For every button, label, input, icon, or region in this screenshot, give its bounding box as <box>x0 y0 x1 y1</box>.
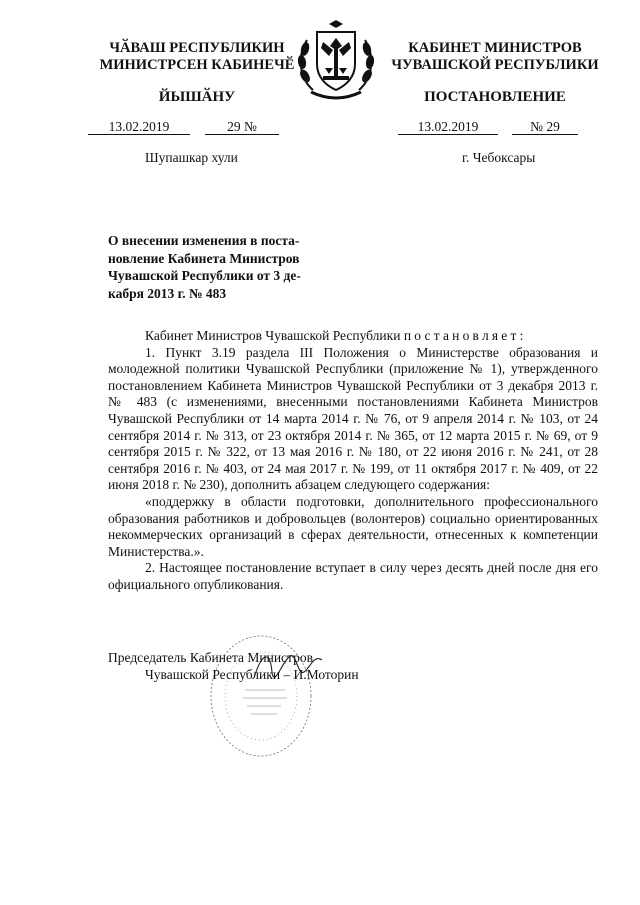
left-header <box>92 40 302 74</box>
left-city: Шупашкар хули <box>145 150 238 165</box>
right-header-line1: КАБИНЕТ МИНИСТРОВ <box>408 40 582 56</box>
signature-line1: Председатель Кабинета Министров <box>108 650 313 665</box>
chuvash-emblem-icon <box>293 18 379 104</box>
left-doc-type: ЙЫШӐНУ <box>158 89 236 105</box>
intro-prefix: Кабинет Министров Чувашской Республики <box>145 328 401 343</box>
left-header-line1: ЧӐВАШ РЕСПУБЛИКИН <box>109 40 285 56</box>
body-quote: «поддержку в области подготовки, дополнительного профессионального образования работников и добровольцев (волонтеров) социально ориентированных некоммерческих организаций в сферах деятельности, отнесенных к компетенции Министерства.». <box>108 493 598 559</box>
document-body <box>108 328 598 594</box>
document-subject <box>108 232 322 302</box>
left-number: 29 № <box>205 120 279 135</box>
intro-verb: постановляет: <box>403 328 527 343</box>
right-city: г. Чебоксары <box>462 150 536 165</box>
right-date: 13.02.2019 <box>398 120 498 135</box>
subject-line: новление Кабинета Министров <box>108 250 300 266</box>
left-header-line2: МИНИСТРСЕН КАБИНЕЧӖ <box>99 57 295 73</box>
body-intro <box>108 328 598 345</box>
body-paragraph-2: 2. Настоящее постановление вступает в силу через десять дней после дня его официального опубликования. <box>108 560 598 592</box>
body-paragraph-1: 1. Пункт 3.19 раздела III Положения о Министерстве образования и молодежной политики Чувашской Республики (приложение № 1), утвержденного постановлением Кабинета Министров Чувашской Республики от 3 декабря 2013 г. № 483 (с изменениями, внесенными постановлениями Кабинета Министров Чувашской Республики от 14 марта 2014 г. № 76, от 9 апреля 2014 г. № 103, от 24 сентября 2014 г. № 313, от 23 октября 2014 г. № 365, от 12 марта 2015 г. № 69, от 9 сентября 2015 г. № 322, от 13 мая 2016 г. № 180, от 22 июня 2016 г. № 241, от 28 сентября 2016 г. № 403, от 24 мая 2017 г. № 199, от 11 октября 2017 г. № 409, от 22 июня 2018 г. № 230), дополнить абзацем следующего содержания: <box>108 344 598 493</box>
signature-line2: Чувашской Республики – И.Моторин <box>145 667 359 682</box>
right-header-line2: ЧУВАШСКОЙ РЕСПУБЛИКИ <box>391 57 599 73</box>
right-doc-type: ПОСТАНОВЛЕНИЕ <box>424 89 566 105</box>
right-header <box>385 40 605 74</box>
subject-line: О внесении изменения в поста- <box>108 233 300 248</box>
subject-line: кабря 2013 г. № 483 <box>108 285 227 301</box>
left-date: 13.02.2019 <box>88 120 190 135</box>
right-number: № 29 <box>512 120 578 135</box>
subject-line: Чувашской Республики от 3 де- <box>108 268 301 283</box>
